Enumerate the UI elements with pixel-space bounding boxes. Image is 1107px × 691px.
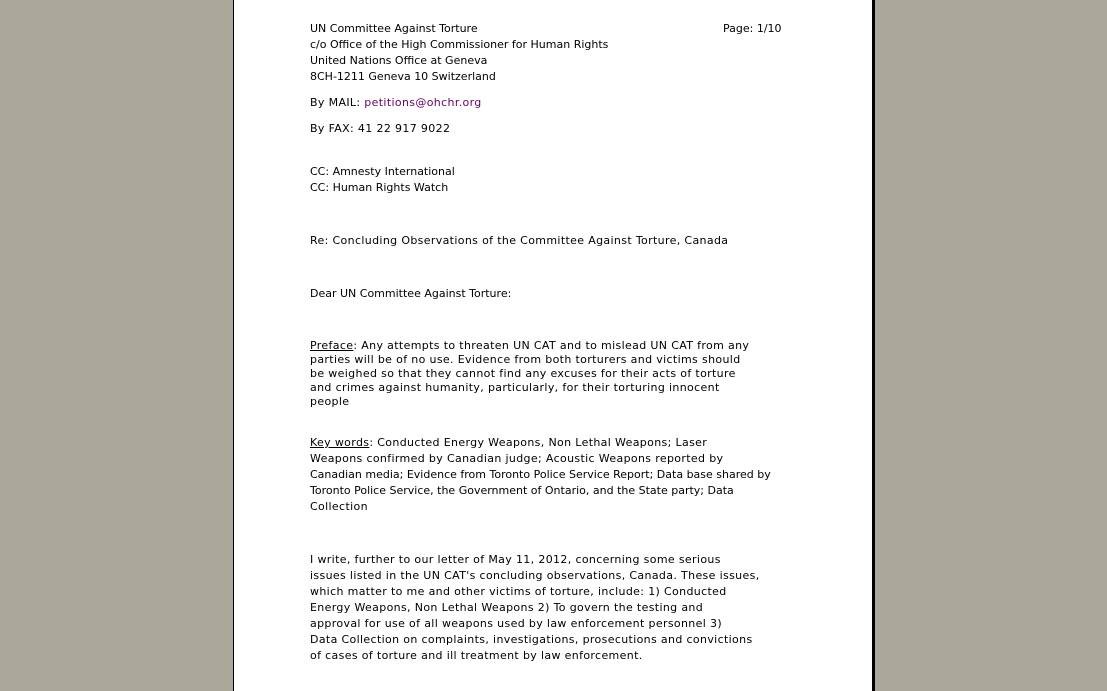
address-block <box>310 21 608 85</box>
body-line: of cases of torture and ill treatment by law enforcement. <box>310 649 643 662</box>
body-line: Energy Weapons, Non Lethal Weapons 2) To govern the testing and <box>310 601 704 614</box>
email-link[interactable]: petitions@ohchr.org <box>364 96 482 109</box>
body-line: issues listed in the UN CAT's concluding observations, Canada. These issues, <box>310 569 760 582</box>
keywords-line: Canadian media; Evidence from Toronto Police Service Report; Data base shared by <box>310 468 771 481</box>
body-paragraph <box>310 552 810 664</box>
address-line: c/o Office of the High Commissioner for Human Rights <box>310 38 609 51</box>
keywords-line: Key words: Conducted Energy Weapons, Non Lethal Weapons; Laser <box>310 436 708 449</box>
fax-line: By FAX: 41 22 917 9022 <box>310 122 451 135</box>
mail-label: By MAIL: <box>310 96 365 109</box>
preface-line: parties will be of no use. Evidence from both torturers and victims should <box>310 353 741 366</box>
address-line: UN Committee Against Torture <box>310 22 478 35</box>
keywords-label: Key words <box>310 436 370 449</box>
address-line: 8CH-1211 Geneva 10 Switzerland <box>310 70 496 83</box>
keywords-line: Toronto Police Service, the Government of Ontario, and the State party; Data <box>310 484 734 497</box>
address-line: United Nations Office at Geneva <box>310 54 488 67</box>
re-line: Re: Concluding Observations of the Committee Against Torture, Canada <box>310 234 729 247</box>
keywords-line: Collection <box>310 500 368 513</box>
cc-line: CC: Human Rights Watch <box>310 181 449 194</box>
cc-line: CC: Amnesty International <box>310 165 455 178</box>
keywords-paragraph <box>310 435 810 515</box>
body-line: which matter to me and other victims of torture, include: 1) Conducted <box>310 585 727 598</box>
preface-line: and crimes against humanity, particularly, for their torturing innocent <box>310 381 720 394</box>
page-indicator: Page: 1/10 <box>723 22 782 35</box>
cc-block <box>310 164 455 196</box>
body-line: Data Collection on complaints, investigations, prosecutions and convictions <box>310 633 753 646</box>
keywords-line: Weapons confirmed by Canadian judge; Acoustic Weapons reported by <box>310 452 724 465</box>
preface-paragraph <box>310 339 810 409</box>
preface-line: people <box>310 395 350 408</box>
body-line: I write, further to our letter of May 11, 2012, concerning some serious <box>310 553 721 566</box>
preface-label: Preface <box>310 339 354 352</box>
mail-line <box>310 96 482 109</box>
preface-line: Preface: Any attempts to threaten UN CAT and to mislead UN CAT from any <box>310 339 750 352</box>
preface-line: be weighed so that they cannot find any excuses for their acts of torture <box>310 367 736 380</box>
body-line: approval for use of all weapons used by law enforcement personnel 3) <box>310 617 722 630</box>
salutation: Dear UN Committee Against Torture: <box>310 287 512 300</box>
document-page[interactable] <box>233 0 875 691</box>
